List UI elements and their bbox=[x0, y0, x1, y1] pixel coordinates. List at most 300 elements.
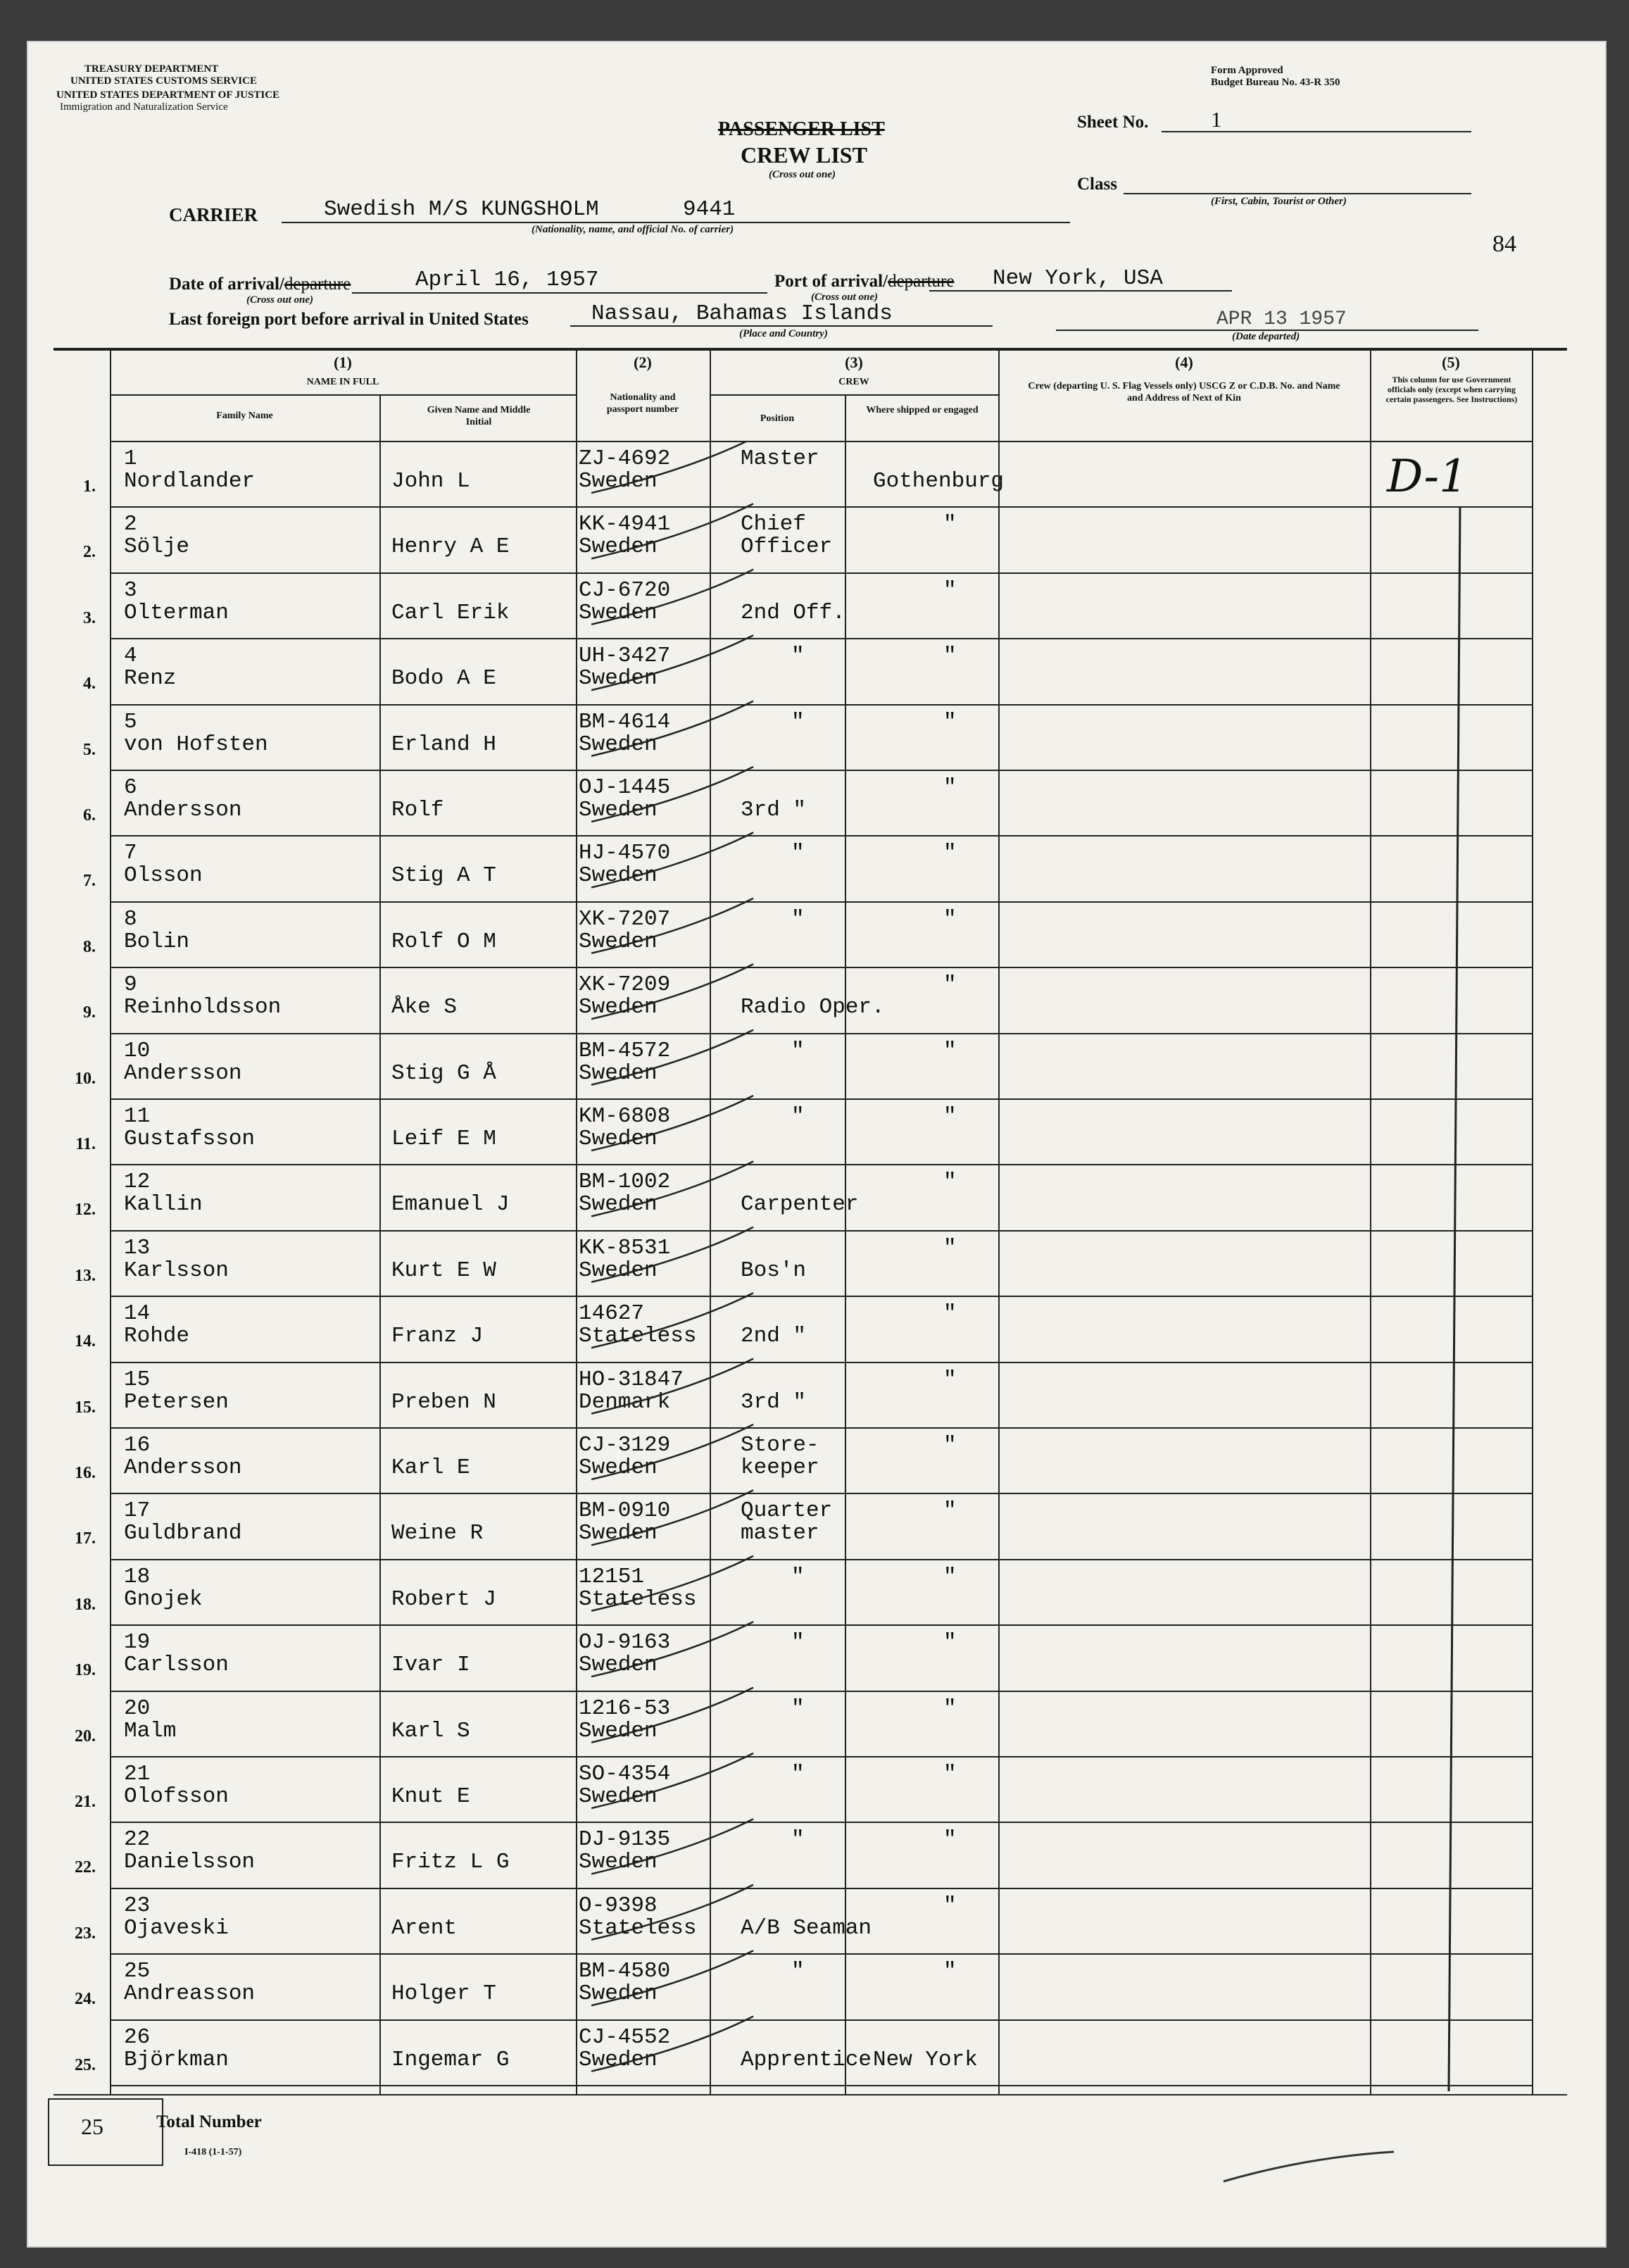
row-sequence: 7 bbox=[124, 841, 137, 866]
row-number: 25. bbox=[75, 2055, 96, 2074]
row-separator bbox=[110, 1098, 1532, 1100]
date-note: (Cross out one) bbox=[246, 294, 314, 306]
given-name: Karl S bbox=[391, 1718, 470, 1743]
row-number: 12. bbox=[75, 1201, 96, 1220]
nationality: Sweden bbox=[579, 1850, 658, 1875]
family-name: Nordlander bbox=[124, 469, 256, 494]
row-separator bbox=[110, 1624, 1532, 1626]
col1b-header: Given Name and Middle Initial bbox=[427, 405, 531, 427]
row-separator bbox=[110, 1427, 1532, 1429]
form-number: I-418 (1-1-57) bbox=[184, 2147, 242, 2157]
family-name: Malm bbox=[124, 1718, 177, 1743]
family-name: Olterman bbox=[124, 600, 229, 625]
row-number: 20. bbox=[75, 1727, 96, 1746]
sheet-value: 1 bbox=[1211, 107, 1222, 132]
check-mark bbox=[591, 635, 753, 690]
row-separator bbox=[110, 704, 1532, 706]
passport-number: OJ-9163 bbox=[579, 1630, 671, 1655]
check-mark bbox=[591, 701, 753, 756]
passport-number: 12151 bbox=[579, 1564, 645, 1589]
family-name: Reinholdsson bbox=[124, 995, 282, 1020]
position-line-2: " bbox=[791, 1827, 805, 1853]
passport-number: CJ-4552 bbox=[579, 2024, 671, 2050]
passport-number: 14627 bbox=[579, 1301, 645, 1327]
position-line-2: Officer bbox=[741, 534, 833, 560]
row-separator bbox=[110, 1296, 1532, 1297]
where-shipped: " bbox=[943, 709, 957, 734]
position-line-1: Master bbox=[741, 446, 819, 471]
check-mark bbox=[591, 441, 753, 493]
nationality: Stateless bbox=[579, 1586, 697, 1612]
nationality: Sweden bbox=[579, 1455, 658, 1480]
passport-number: CJ-3129 bbox=[579, 1433, 671, 1458]
row-separator bbox=[110, 638, 1532, 639]
row-sequence: 10 bbox=[124, 1038, 151, 1063]
where-shipped: " bbox=[943, 1104, 957, 1129]
check-mark bbox=[591, 1753, 753, 1808]
given-name: Rolf bbox=[391, 798, 444, 822]
row-sequence: 11 bbox=[124, 1104, 151, 1129]
passport-number: O-9398 bbox=[579, 1893, 658, 1918]
given-name: Carl Erik bbox=[391, 600, 510, 625]
family-name: Sölje bbox=[124, 534, 190, 560]
row-number: 14. bbox=[75, 1332, 96, 1351]
row-sequence: 22 bbox=[124, 1827, 151, 1853]
row-number: 24. bbox=[75, 1990, 96, 2009]
family-name: Gustafsson bbox=[124, 1127, 256, 1151]
carrier-note: (Nationality, name, and official No. of carrier) bbox=[532, 224, 734, 235]
given-name: Ingemar G bbox=[391, 2047, 510, 2072]
family-name: Danielsson bbox=[124, 1850, 256, 1875]
port-label-crossed: departure bbox=[888, 272, 955, 291]
where-shipped: " bbox=[943, 1038, 957, 1063]
given-name: Holger T bbox=[391, 1981, 496, 2007]
position-line-1: Store- bbox=[741, 1433, 819, 1458]
position-line-2: " bbox=[791, 1959, 805, 1984]
port-label-text: Port of arrival/ bbox=[774, 272, 888, 291]
where-shipped: " bbox=[943, 1235, 957, 1260]
check-mark bbox=[591, 1688, 753, 1743]
row-sequence: 17 bbox=[124, 1498, 151, 1524]
given-name: John L bbox=[391, 469, 470, 494]
position-line-2: keeper bbox=[741, 1455, 819, 1480]
row-sequence: 19 bbox=[124, 1630, 151, 1655]
bottom-pen-stroke bbox=[1218, 2148, 1401, 2190]
date-label-text: Date of arrival/ bbox=[169, 275, 284, 294]
where-shipped: " bbox=[943, 1498, 957, 1524]
row-separator bbox=[110, 901, 1532, 903]
row-separator bbox=[110, 1888, 1532, 1889]
where-shipped: " bbox=[943, 1893, 957, 1918]
passport-number: XK-7209 bbox=[579, 972, 671, 998]
position-line-2: " bbox=[791, 1038, 805, 1063]
nationality: Sweden bbox=[579, 1127, 658, 1151]
row-number: 5. bbox=[83, 740, 96, 759]
row-sequence: 9 bbox=[124, 972, 137, 998]
row-number: 1. bbox=[83, 477, 96, 496]
given-name: Stig A T bbox=[391, 863, 496, 889]
family-name: Andersson bbox=[124, 1060, 242, 1086]
nationality: Sweden bbox=[579, 469, 658, 494]
col3-title: CREW bbox=[838, 377, 869, 387]
where-shipped: " bbox=[943, 906, 957, 932]
nationality: Sweden bbox=[579, 534, 658, 560]
passport-number: HO-31847 bbox=[579, 1367, 684, 1392]
agency-line-2: UNITED STATES CUSTOMS SERVICE bbox=[70, 75, 257, 87]
passport-number: BM-4614 bbox=[579, 709, 671, 734]
given-name: Kurt E W bbox=[391, 1258, 496, 1283]
row-number: 10. bbox=[75, 1069, 96, 1088]
passport-number: DJ-9135 bbox=[579, 1827, 671, 1853]
check-mark bbox=[591, 1622, 753, 1677]
position-line-2: 3rd " bbox=[741, 1389, 807, 1415]
carrier-number: 9441 bbox=[683, 197, 736, 222]
row-sequence: 8 bbox=[124, 906, 137, 932]
position-line-2: " bbox=[791, 1762, 805, 1786]
position-line-2: " bbox=[791, 644, 805, 669]
where-shipped: " bbox=[943, 512, 957, 537]
passport-number: HJ-4570 bbox=[579, 841, 671, 866]
given-name: Robert J bbox=[391, 1586, 496, 1612]
where-shipped: " bbox=[943, 1564, 957, 1589]
where-shipped: " bbox=[943, 1696, 957, 1721]
where-shipped: " bbox=[943, 972, 957, 998]
family-name: Andersson bbox=[124, 1455, 242, 1480]
row-separator bbox=[110, 2019, 1532, 2021]
column5-mark: D-1 bbox=[1387, 451, 1468, 503]
where-shipped: " bbox=[943, 1762, 957, 1786]
given-name: Åke S bbox=[391, 995, 458, 1020]
row-separator bbox=[110, 1362, 1532, 1363]
col5-num: (5) bbox=[1442, 353, 1460, 371]
given-name: Rolf O M bbox=[391, 929, 496, 954]
check-mark bbox=[591, 2017, 753, 2072]
check-mark bbox=[591, 832, 753, 887]
position-line-2: " bbox=[791, 841, 805, 866]
check-mark bbox=[591, 1227, 753, 1282]
position-line-2: " bbox=[791, 1630, 805, 1655]
check-mark bbox=[591, 1490, 753, 1545]
total-box bbox=[48, 2098, 163, 2166]
check-mark bbox=[591, 1030, 753, 1085]
check-mark bbox=[591, 1293, 753, 1348]
check-mark bbox=[591, 1359, 753, 1414]
row-sequence: 23 bbox=[124, 1893, 151, 1918]
given-name: Leif E M bbox=[391, 1127, 496, 1151]
port-label bbox=[774, 272, 954, 292]
date-label-crossed: departure bbox=[284, 275, 351, 294]
title-crew-list: CREW LIST bbox=[741, 142, 867, 168]
col3a-header: Position bbox=[760, 413, 795, 424]
passport-number: 1216-53 bbox=[579, 1696, 671, 1721]
row-sequence: 6 bbox=[124, 775, 137, 800]
where-shipped: " bbox=[943, 1301, 957, 1327]
row-sequence: 15 bbox=[124, 1367, 151, 1392]
total-label: Total Number bbox=[156, 2112, 262, 2131]
family-name: Guldbrand bbox=[124, 1521, 242, 1546]
where-shipped: " bbox=[943, 775, 957, 800]
given-name: Preben N bbox=[391, 1389, 496, 1415]
check-mark bbox=[591, 767, 753, 822]
given-name: Bodo A E bbox=[391, 666, 496, 691]
family-name: Olsson bbox=[124, 863, 203, 889]
position-line-2: " bbox=[791, 1104, 805, 1129]
last-port-value: Nassau, Bahamas Islands bbox=[591, 301, 893, 326]
passport-number: KM-6808 bbox=[579, 1104, 671, 1129]
row-number: 8. bbox=[83, 937, 96, 956]
position-line-2: Apprentice bbox=[741, 2047, 872, 2072]
check-mark bbox=[591, 1819, 753, 1874]
row-number: 19. bbox=[75, 1661, 96, 1680]
row-separator bbox=[110, 1493, 1532, 1494]
where-shipped: " bbox=[943, 1433, 957, 1458]
position-line-1: Chief bbox=[741, 512, 807, 537]
check-mark bbox=[591, 1161, 753, 1216]
row-separator bbox=[110, 835, 1532, 837]
where-shipped: " bbox=[943, 577, 957, 603]
given-name: Arent bbox=[391, 1915, 458, 1941]
row-number: 23. bbox=[75, 1924, 96, 1943]
row-sequence: 25 bbox=[124, 1959, 151, 1984]
row-number: 3. bbox=[83, 608, 96, 627]
row-separator bbox=[110, 2085, 1532, 2086]
nationality: Sweden bbox=[579, 1653, 658, 1678]
date-label bbox=[169, 275, 351, 294]
given-name: Erland H bbox=[391, 732, 496, 757]
agency-line-4: Immigration and Naturalization Service bbox=[60, 101, 228, 113]
family-name: Gnojek bbox=[124, 1586, 203, 1612]
family-name: Rohde bbox=[124, 1324, 190, 1349]
nationality: Sweden bbox=[579, 798, 658, 822]
position-line-2: master bbox=[741, 1521, 819, 1546]
position-line-2: Carpenter bbox=[741, 1192, 859, 1217]
where-shipped: " bbox=[943, 644, 957, 669]
row-sequence: 3 bbox=[124, 577, 137, 603]
family-name: von Hofsten bbox=[124, 732, 268, 757]
form-approved: Form Approved bbox=[1211, 65, 1283, 76]
row-separator bbox=[110, 1953, 1532, 1955]
port-value: New York, USA bbox=[993, 266, 1163, 291]
where-shipped: " bbox=[943, 1367, 957, 1392]
row-sequence: 4 bbox=[124, 644, 137, 669]
row-number: 15. bbox=[75, 1398, 96, 1417]
col1-num: (1) bbox=[334, 353, 352, 371]
row-number: 18. bbox=[75, 1595, 96, 1614]
check-mark bbox=[591, 964, 753, 1019]
position-line-2: A/B Seaman bbox=[741, 1915, 872, 1941]
row-separator bbox=[110, 1756, 1532, 1758]
row-separator bbox=[110, 1033, 1532, 1034]
check-mark bbox=[591, 1950, 753, 2005]
row-separator bbox=[110, 572, 1532, 574]
nationality: Sweden bbox=[579, 1981, 658, 2007]
row-separator bbox=[110, 1164, 1532, 1165]
col1-title: NAME IN FULL bbox=[306, 377, 379, 387]
last-port-label: Last foreign port before arrival in United States bbox=[169, 310, 529, 329]
col5-title: This column for use Government officials only (except when carrying certain passengers. See Instructions) bbox=[1385, 375, 1518, 404]
row-sequence: 1 bbox=[124, 446, 137, 471]
passport-number: BM-0910 bbox=[579, 1498, 671, 1524]
given-name: Weine R bbox=[391, 1521, 484, 1546]
col3-num: (3) bbox=[845, 353, 863, 371]
nationality: Sweden bbox=[579, 1258, 658, 1283]
col2-num: (2) bbox=[634, 353, 652, 371]
class-note: (First, Cabin, Tourist or Other) bbox=[1211, 196, 1347, 207]
where-shipped: " bbox=[943, 1827, 957, 1853]
total-value: 25 bbox=[81, 2114, 103, 2139]
nationality: Sweden bbox=[579, 995, 658, 1020]
position-line-2: 3rd " bbox=[741, 798, 807, 822]
date-value: April 16, 1957 bbox=[415, 268, 599, 292]
given-name: Karl E bbox=[391, 1455, 470, 1480]
row-number: 21. bbox=[75, 1793, 96, 1811]
nationality: Denmark bbox=[579, 1389, 671, 1415]
where-shipped: Gothenburg bbox=[873, 469, 1005, 494]
family-name: Renz bbox=[124, 666, 177, 691]
row-separator bbox=[110, 506, 1532, 508]
nationality: Sweden bbox=[579, 600, 658, 625]
check-mark bbox=[591, 570, 753, 625]
given-name: Emanuel J bbox=[391, 1192, 510, 1217]
departed-note: (Date departed) bbox=[1232, 331, 1300, 342]
nationality: Sweden bbox=[579, 1521, 658, 1546]
position-line-2: 2nd Off. bbox=[741, 600, 845, 625]
row-sequence: 12 bbox=[124, 1170, 151, 1195]
col4-title: Crew (departing U. S. Flag Vessels only) USCG Z or C.D.B. No. and Name and Address of Next of Kin bbox=[1028, 381, 1340, 403]
nationality: Stateless bbox=[579, 1915, 697, 1941]
given-name: Stig G Å bbox=[391, 1060, 496, 1086]
nationality: Stateless bbox=[579, 1324, 697, 1349]
row-number: 2. bbox=[83, 543, 96, 562]
last-port-note: (Place and Country) bbox=[739, 328, 828, 339]
row-number: 4. bbox=[83, 675, 96, 694]
row-separator bbox=[110, 1230, 1532, 1232]
departed-value: APR 13 1957 bbox=[1216, 308, 1347, 330]
row-number: 7. bbox=[83, 872, 96, 891]
position-line-2: " bbox=[791, 1696, 805, 1721]
passport-number: KK-4941 bbox=[579, 512, 671, 537]
col3b-header: Where shipped or engaged bbox=[866, 405, 979, 415]
agency-line-3: UNITED STATES DEPARTMENT OF JUSTICE bbox=[56, 89, 280, 101]
where-shipped: " bbox=[943, 1959, 957, 1984]
passport-number: OJ-1445 bbox=[579, 775, 671, 800]
check-mark bbox=[591, 1556, 753, 1611]
row-number: 16. bbox=[75, 1464, 96, 1482]
nationality: Sweden bbox=[579, 1192, 658, 1217]
passport-number: XK-7207 bbox=[579, 906, 671, 932]
passport-number: BM-4580 bbox=[579, 1959, 671, 1984]
row-sequence: 18 bbox=[124, 1564, 151, 1589]
passport-number: CJ-6720 bbox=[579, 577, 671, 603]
row-separator bbox=[110, 967, 1532, 968]
row-sequence: 20 bbox=[124, 1696, 151, 1721]
col4-num: (4) bbox=[1175, 353, 1193, 371]
given-name: Henry A E bbox=[391, 534, 510, 560]
row-sequence: 26 bbox=[124, 2024, 151, 2050]
carrier-label: CARRIER bbox=[169, 204, 258, 225]
where-shipped: " bbox=[943, 1630, 957, 1655]
family-name: Kallin bbox=[124, 1192, 203, 1217]
where-shipped: " bbox=[943, 841, 957, 866]
check-mark bbox=[591, 898, 753, 953]
row-number: 6. bbox=[83, 806, 96, 825]
carrier-value: Swedish M/S KUNGSHOLM bbox=[324, 197, 599, 222]
position-line-2: 2nd " bbox=[741, 1324, 807, 1349]
row-sequence: 21 bbox=[124, 1762, 151, 1786]
given-name: Fritz L G bbox=[391, 1850, 510, 1875]
passport-number: KK-8531 bbox=[579, 1235, 671, 1260]
family-name: Olofsson bbox=[124, 1784, 229, 1809]
row-separator bbox=[110, 1691, 1532, 1692]
column5-ditto-line bbox=[1429, 493, 1471, 2112]
sheet-label: Sheet No. bbox=[1077, 113, 1149, 132]
family-name: Andersson bbox=[124, 798, 242, 822]
passport-number: ZJ-4692 bbox=[579, 446, 671, 471]
row-sequence: 16 bbox=[124, 1433, 151, 1458]
crew-list-form bbox=[28, 42, 1605, 2246]
nationality: Sweden bbox=[579, 929, 658, 954]
row-number: 9. bbox=[83, 1003, 96, 1022]
position-line-2: Radio Oper. bbox=[741, 995, 885, 1020]
where-shipped: " bbox=[943, 1170, 957, 1195]
nationality: Sweden bbox=[579, 1060, 658, 1086]
given-name: Ivar I bbox=[391, 1653, 470, 1678]
nationality: Sweden bbox=[579, 863, 658, 889]
title-passenger-list-crossed: PASSENGER LIST bbox=[718, 118, 885, 140]
check-mark bbox=[591, 1885, 753, 1940]
position-line-2: " bbox=[791, 906, 805, 932]
position-line-2: " bbox=[791, 709, 805, 734]
agency-line-1: TREASURY DEPARTMENT bbox=[84, 63, 219, 75]
nationality: Sweden bbox=[579, 1718, 658, 1743]
row-separator bbox=[110, 1822, 1532, 1823]
nationality: Sweden bbox=[579, 666, 658, 691]
family-name: Petersen bbox=[124, 1389, 229, 1415]
passport-number: UH-3427 bbox=[579, 644, 671, 669]
row-sequence: 2 bbox=[124, 512, 137, 537]
row-number: 13. bbox=[75, 1266, 96, 1285]
title-note: (Cross out one) bbox=[769, 169, 836, 180]
position-line-2: Bos'n bbox=[741, 1258, 807, 1283]
nationality: Sweden bbox=[579, 732, 658, 757]
where-shipped: New York bbox=[873, 2047, 978, 2072]
given-name: Franz J bbox=[391, 1324, 484, 1349]
row-number: 22. bbox=[75, 1858, 96, 1877]
check-mark bbox=[591, 1096, 753, 1151]
row-sequence: 5 bbox=[124, 709, 137, 734]
col1a-header: Family Name bbox=[216, 411, 273, 421]
family-name: Bolin bbox=[124, 929, 190, 954]
position-line-2: " bbox=[791, 1564, 805, 1589]
passport-number: BM-1002 bbox=[579, 1170, 671, 1195]
nationality: Sweden bbox=[579, 2047, 658, 2072]
budget-bureau: Budget Bureau No. 43-R 350 bbox=[1211, 77, 1340, 88]
family-name: Andreasson bbox=[124, 1981, 256, 2007]
check-mark bbox=[591, 1424, 753, 1479]
position-line-1: Quarter bbox=[741, 1498, 833, 1524]
row-sequence: 14 bbox=[124, 1301, 151, 1327]
row-sequence: 13 bbox=[124, 1235, 151, 1260]
family-name: Karlsson bbox=[124, 1258, 229, 1283]
col2-title: Nationality and passport number bbox=[606, 392, 679, 415]
port-note: (Cross out one) bbox=[811, 292, 879, 303]
family-name: Björkman bbox=[124, 2047, 229, 2072]
family-name: Carlsson bbox=[124, 1653, 229, 1678]
row-separator bbox=[110, 770, 1532, 771]
passport-number: SO-4354 bbox=[579, 1762, 671, 1786]
class-label: Class bbox=[1077, 175, 1117, 194]
given-name: Knut E bbox=[391, 1784, 470, 1809]
